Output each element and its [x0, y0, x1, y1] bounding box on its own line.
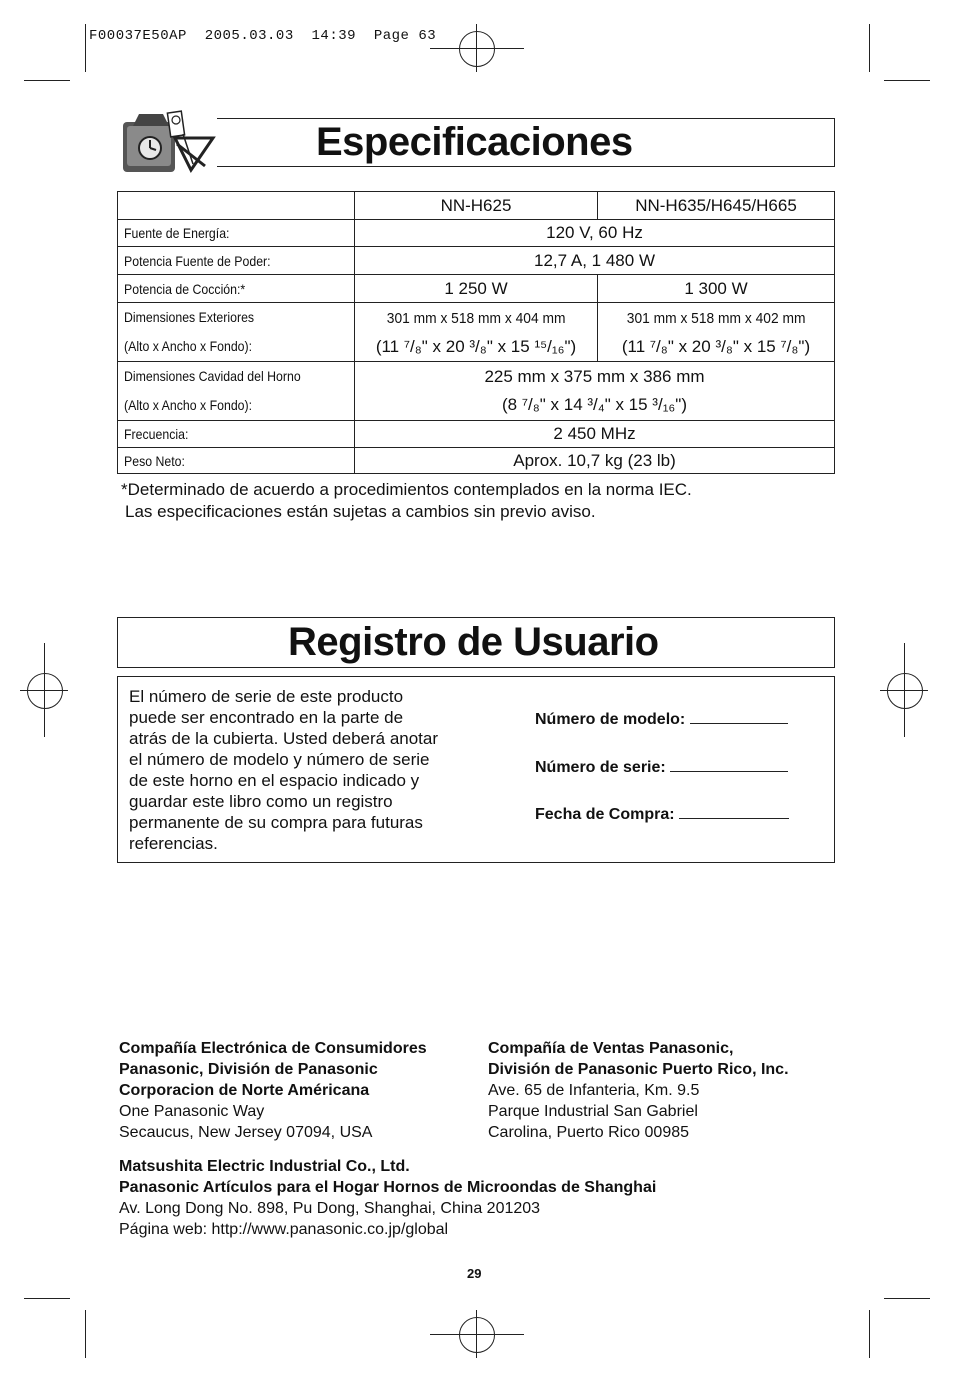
footnote-line-2: Las especificaciones están sujetas a cambios sin previo aviso. — [125, 502, 596, 521]
paragraph-line: guardar este libro como un registro — [129, 792, 393, 811]
address-left-city: Secaucus, New Jersey 07094, USA — [119, 1124, 373, 1141]
paragraph-line: referencias. — [129, 834, 218, 853]
page-number: 29 — [467, 1266, 482, 1281]
model-number-blank[interactable] — [690, 709, 788, 724]
serial-number-label: Número de serie: — [535, 759, 666, 776]
label-outer-dimensions-sub: (Alto x Ancho x Fondo): — [124, 338, 253, 354]
address-bottom — [119, 1156, 656, 1240]
label-power-source-power: Potencia Fuente de Poder: — [124, 252, 271, 269]
address-right-park: Parque Industrial San Gabriel — [488, 1103, 698, 1120]
paragraph-line: puede ser encontrado en la parte de — [129, 708, 404, 727]
serial-number-blank[interactable] — [670, 757, 788, 772]
value-cavity-dim-in: (8 ⁷/₈" x 14 ³/₄" x 15 ³/₁₆") — [502, 395, 687, 414]
label-cavity-dimensions-sub: (Alto x Ancho x Fondo): — [124, 397, 253, 413]
address-right-company-1: Compañía de Ventas Panasonic, — [488, 1040, 734, 1057]
label-power-source: Fuente de Energía: — [124, 225, 230, 241]
column-header-nn-h635: NN-H635/H645/H665 — [598, 192, 835, 220]
address-left-company-3: Corporacion de Norte Américana — [119, 1082, 370, 1099]
column-header-nn-h625: NN-H625 — [355, 192, 598, 220]
model-number-field[interactable] — [535, 709, 788, 729]
paragraph-line: atrás de la cubierta. Usted deberá anotar — [129, 729, 439, 748]
paragraph-line: permanente de su compra para futuras — [129, 813, 423, 832]
value-outer-dim-b-mm: 301 mm x 518 mm x 402 mm — [626, 309, 806, 327]
footnote-line-1: *Determinado de acuerdo a procedimientos contemplados en la norma IEC. — [121, 480, 692, 499]
value-cavity-dim-mm: 225 mm x 375 mm x 386 mm — [484, 367, 705, 386]
label-net-weight: Peso Neto: — [124, 452, 185, 469]
purchase-date-blank[interactable] — [679, 804, 789, 819]
address-bottom-company-2: Panasonic Artículos para el Hogar Hornos de Microondas de Shanghai — [119, 1179, 657, 1196]
label-frequency: Frecuencia: — [124, 426, 189, 442]
address-bottom-website[interactable]: Página web: http://www.panasonic.co.jp/global — [119, 1221, 449, 1238]
registro-paragraph — [129, 686, 509, 854]
address-right-city: Carolina, Puerto Rico 00985 — [488, 1124, 690, 1141]
address-bottom-company-1: Matsushita Electric Industrial Co., Ltd. — [119, 1158, 410, 1175]
spec-footnote — [121, 479, 692, 523]
value-cooking-power-b: 1 300 W — [598, 275, 835, 303]
value-outer-dim-a-in: (11 ⁷/₈" x 20 ³/₈" x 15 ¹⁵/₁₆") — [375, 336, 577, 356]
label-cooking-power: Potencia de Cocción:* — [124, 280, 246, 297]
address-right-street: Ave. 65 de Infanteria, Km. 9.5 — [488, 1082, 700, 1099]
spec-title: Especificaciones — [316, 120, 633, 164]
paragraph-line: El número de serie de este producto — [129, 687, 404, 706]
value-outer-dim-a-mm: 301 mm x 518 mm x 404 mm — [386, 309, 566, 327]
print-slug: F00037E50AP 2005.03.03 14:39 Page 63 — [89, 28, 437, 44]
model-number-label: Número de modelo: — [535, 711, 686, 728]
spec-icon — [117, 104, 217, 174]
paragraph-line: el número de modelo y número de serie — [129, 750, 430, 769]
label-cavity-dimensions: Dimensiones Cavidad del Horno — [124, 368, 301, 384]
spec-table — [117, 191, 835, 474]
registro-title: Registro de Usuario — [288, 620, 659, 664]
address-left — [119, 1038, 427, 1143]
value-power-source-power: 12,7 A, 1 480 W — [355, 247, 835, 275]
value-frequency: 2 450 MHz — [355, 421, 835, 448]
serial-number-field[interactable] — [535, 757, 788, 777]
value-outer-dim-b-in: (11 ⁷/₈" x 20 ³/₈" x 15 ⁷/₈") — [621, 336, 811, 356]
label-outer-dimensions: Dimensiones Exteriores — [124, 309, 255, 325]
purchase-date-field[interactable] — [535, 804, 789, 824]
purchase-date-label: Fecha de Compra: — [535, 806, 675, 823]
address-left-company-2: Panasonic, División de Panasonic — [119, 1061, 378, 1078]
address-right-company-2: División de Panasonic Puerto Rico, Inc. — [488, 1061, 789, 1078]
paragraph-line: de este horno en el espacio indicado y — [129, 771, 420, 790]
address-right — [488, 1038, 789, 1143]
address-bottom-street: Av. Long Dong No. 898, Pu Dong, Shanghai, China 201203 — [119, 1200, 541, 1217]
address-left-street: One Panasonic Way — [119, 1103, 265, 1120]
value-net-weight: Aprox. 10,7 kg (23 lb) — [355, 448, 835, 474]
address-left-company-1: Compañía Electrónica de Consumidores — [119, 1040, 427, 1057]
value-power-source: 120 V, 60 Hz — [355, 220, 835, 247]
table-corner-cell — [118, 192, 355, 220]
value-cooking-power-a: 1 250 W — [355, 275, 598, 303]
